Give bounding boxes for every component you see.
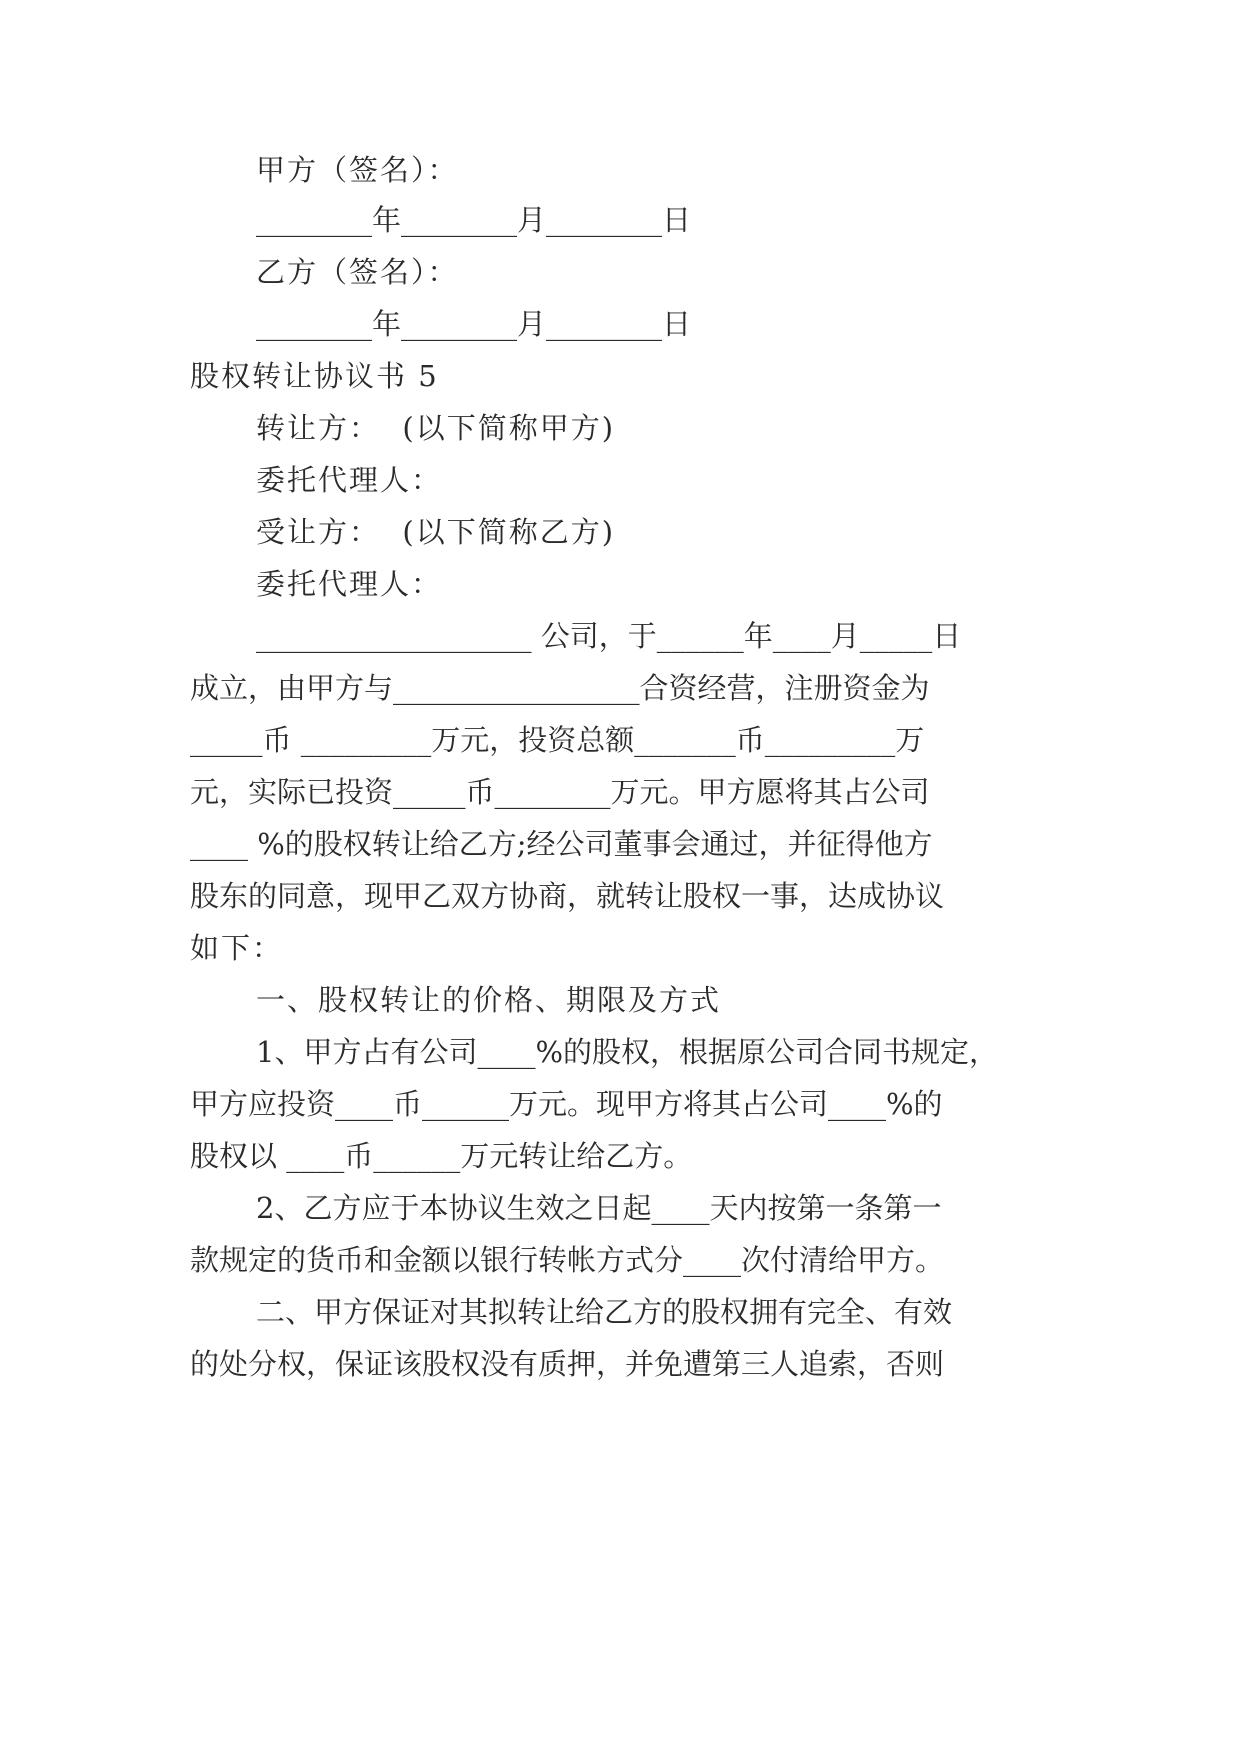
- document-title: 股权转让协议书 5: [190, 359, 439, 393]
- transferor-agent-line: 委托代理人：: [256, 463, 443, 497]
- party-b-signature-line: 乙方（签名）：: [256, 255, 459, 289]
- party-a-date-line: ________年________月________日: [256, 203, 692, 237]
- paragraph-line: 元，实际已投资_____币________万元。甲方愿将其占公司: [190, 775, 930, 809]
- transferee-agent-line: 委托代理人：: [256, 567, 443, 601]
- paragraph-line: ____ %的股权转让给乙方;经公司董事会通过，并征得他方: [190, 827, 933, 861]
- party-a-signature-line: 甲方（签名）：: [256, 153, 459, 187]
- paragraph-line: 二、甲方保证对其拟转让给乙方的股权拥有完全、有效: [256, 1295, 953, 1329]
- paragraph-line: 股权以 ____币______万元转让给乙方。: [190, 1139, 693, 1173]
- paragraph-line: 如下：: [190, 931, 284, 965]
- paragraph-line: 股东的同意，现甲乙双方协商，就转让股权一事，达成协议: [190, 879, 945, 913]
- paragraph-line: ___________________ 公司，于______年____月_____日: [256, 619, 962, 653]
- paragraph-line: 甲方应投资____币______万元。现甲方将其占公司____%的: [190, 1087, 943, 1121]
- paragraph-line: _____币 _________万元，投资总额_______币_________万: [190, 723, 925, 757]
- paragraph-line: 成立，由甲方与_________________合资经营，注册资金为: [190, 671, 930, 705]
- transferor-line: 转让方： (以下简称甲方): [256, 411, 616, 445]
- party-b-date-line: ________年________月________日: [256, 307, 692, 341]
- paragraph-line: 的处分权，保证该股权没有质押，并免遭第三人追索，否则: [190, 1347, 945, 1381]
- paragraph-line: 2、乙方应于本协议生效之日起____天内按第一条第一: [256, 1191, 942, 1225]
- section-heading: 一、股权转让的价格、期限及方式: [256, 983, 722, 1017]
- transferee-line: 受让方： (以下简称乙方): [256, 515, 616, 549]
- paragraph-line: 1、甲方占有公司____%的股权，根据原公司合同书规定，: [256, 1035, 999, 1069]
- paragraph-line: 款规定的货币和金额以银行转帐方式分____次付清给甲方。: [190, 1243, 945, 1277]
